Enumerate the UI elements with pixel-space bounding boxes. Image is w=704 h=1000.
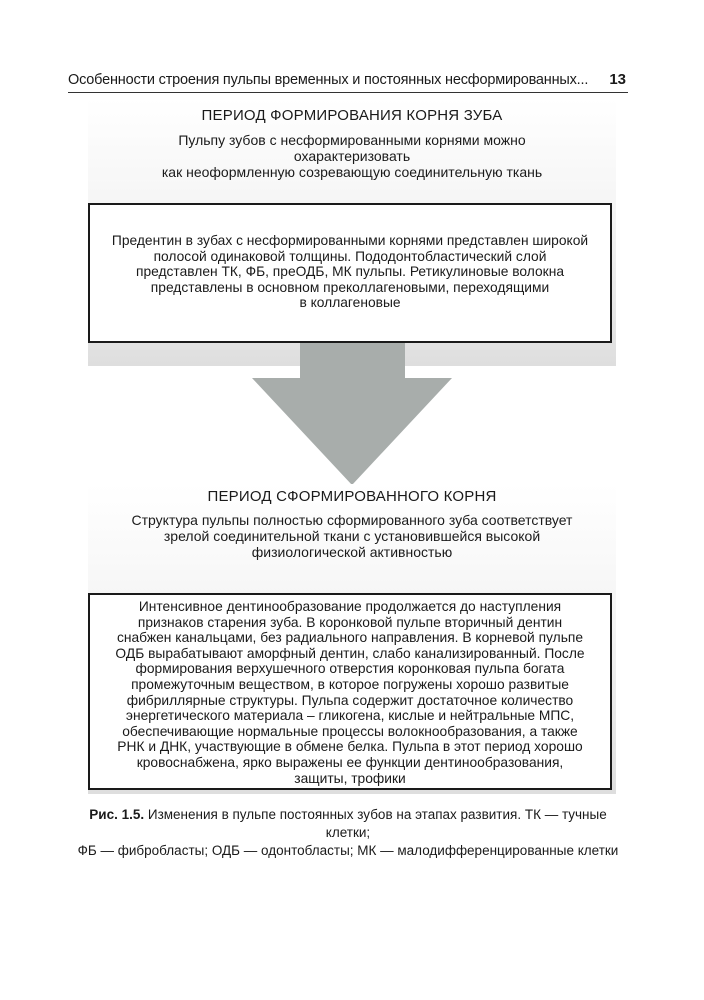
stage2-box-line: промежуточным веществом, в которое погружены хорошо развитые [131,676,569,692]
caption-text-1: Изменения в пульпе постоянных зубов на этапах развития. ТК — тучные клетки; [144,807,607,840]
stage1-intro-line: Пульпу зубов с несформированными корнями можно охарактеризовать [178,132,526,164]
stage2-box-line: Интенсивное дентинообразование продолжается до наступления [138,599,562,614]
stage2-box-line: ОДБ вырабатывают аморфный дентин, слабо канализированный. После [115,645,585,661]
stage2-intro-line: физиологической активностью [251,544,453,560]
stage2-box-line: обеспечивающие нормальные процессы волокнообразования, а также [122,723,578,739]
stage2-box-line: РНК и ДНК, участвующие в обмене белка. Пульпа в этот период хорошо [117,739,583,755]
stage1-content-box [88,203,612,343]
stage1-box-line: представлены в основном преколлагеновыми, переходящими [150,279,550,295]
figure-caption [68,806,628,860]
stage2-title: ПЕРИОД СФОРМИРОВАННОГО КОРНЯ [207,488,497,505]
stage1-box-line: представлен ТК, ФБ, преОДБ, МК пульпы. Ретикулиновые волокна [135,264,565,280]
stage2-box-line: снабжен канальцами, без радиального направления. В корневой пульпе [116,630,584,646]
page-number: 13 [609,71,626,88]
stage2-box-line: кровоснабжена, ярко выражены ее функции дентинообразования, [136,754,564,770]
stage2-intro [128,512,576,560]
stage1-box-line: Предентин в зубах с несформированными корнями представлен широкой [111,233,589,248]
stage2-box-line: признаков старения зуба. В коронковой пульпе вторичный дентин [137,614,563,630]
caption-text-2: ФБ — фибробласты; ОДБ — одонтобласты; МК — малодифференцированные клетки [77,843,619,858]
stage2-box-line: фибриллярные структуры. Пульпа содержит достаточное количество [126,692,574,708]
stage1-title: ПЕРИОД ФОРМИРОВАНИЯ КОРНЯ ЗУБА [201,107,503,124]
stage2-box-line: защиты, трофики [294,770,406,786]
stage1-box-text [96,233,604,311]
stage2-box-line: энергетического материала – гликогена, кислые и нейтральные МПС, [125,708,575,724]
stage2-intro-line: зрелой соединительной ткани с установившейся высокой [163,528,541,544]
down-arrow-shape [252,343,452,485]
stage1-box-line: в коллагеновые [299,295,401,311]
caption-line-1 [68,806,628,842]
caption-label: Рис. 1.5. [89,807,145,822]
stage2-box-text [96,599,604,786]
stage2-box-line: формирования верхушечного отверстия коронковая пульпа богата [135,661,565,677]
stage1-intro-line: как неоформленную созревающую соединительную ткань [161,164,543,180]
running-title: Особенности строения пульпы временных и постоянных несформированных... [68,72,589,88]
stage2-content-box [88,593,612,790]
stage1-box-line: полосой одинаковой толщины. Пододонтобластический слой [153,248,547,264]
stage2-intro-line: Структура пульпы полностью сформированного зуба соответствует [131,512,573,528]
